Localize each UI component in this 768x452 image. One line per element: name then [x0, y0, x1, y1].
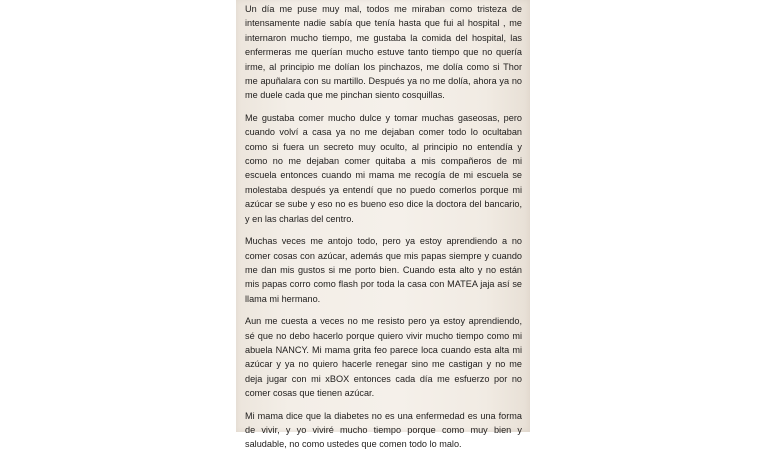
paragraph-2: Me gustaba comer mucho dulce y tomar muchas gaseosas, pero cuando volví a casa ya no me dejaban comer todo lo ocultaban como si fuera un secreto muy oculto, al principio no entendía y como no me dejaban comer quitaba a mis compañeros de mi escuela entonces cuando mi mama me recogía de mi escuela se molestaba después ya entendí que no puedo comerlos porque mi azúcar se sube y eso no es bueno eso dice la doctora del bancario, y en las charlas del centro. [245, 112, 522, 224]
paragraph-1: Un día me puse muy mal, todos me miraban como tristeza de intensamente nadie sabía que tenía hasta que fui al hospital , me internaron mucho tiempo, me gustaba la comida del hospital, las enfermeras me querían mucho estuve tanto tiempo que no quería irme, al principio me dolían los pinchazos, me dolía como si Thor me apuñalara con su martillo. Después ya no me dolía, ahora ya no me duele cada que me pinchan siento cosquillas. [245, 4, 522, 101]
paragraph-4: Aun me cuesta a veces no me resisto pero ya estoy aprendiendo, sé que no debo hacerlo porque quiero vivir mucho tiempo como mi abuela NANCY. Mi mama grita feo parece loca cuando esta alta mi azúcar y ya no quiero hacerle renegar sino me castigan y no me deja jugar con mi xBOX entonces cada día me esfuerzo por no comer cosas que tienen azúcar. [245, 316, 522, 399]
paragraph-3: Muchas veces me antojo todo, pero ya estoy aprendiendo a no comer cosas con azúcar, además que mis papas siempre y cuando me dan mis gustos si me porto bien. Cuando esta alto y no están mis papas corro como flash por toda la casa con MATEA jaja así se llama mi hermano. [245, 236, 522, 304]
paper-sheet [236, 0, 530, 450]
document-body [245, 2, 522, 452]
paragraph-5: Mi mama dice que la diabetes no es una enfermedad es una forma de vivir, y yo viviré mucho tiempo porque como muy bien y saludable, no como ustedes que comen todo lo malo. [245, 410, 522, 450]
